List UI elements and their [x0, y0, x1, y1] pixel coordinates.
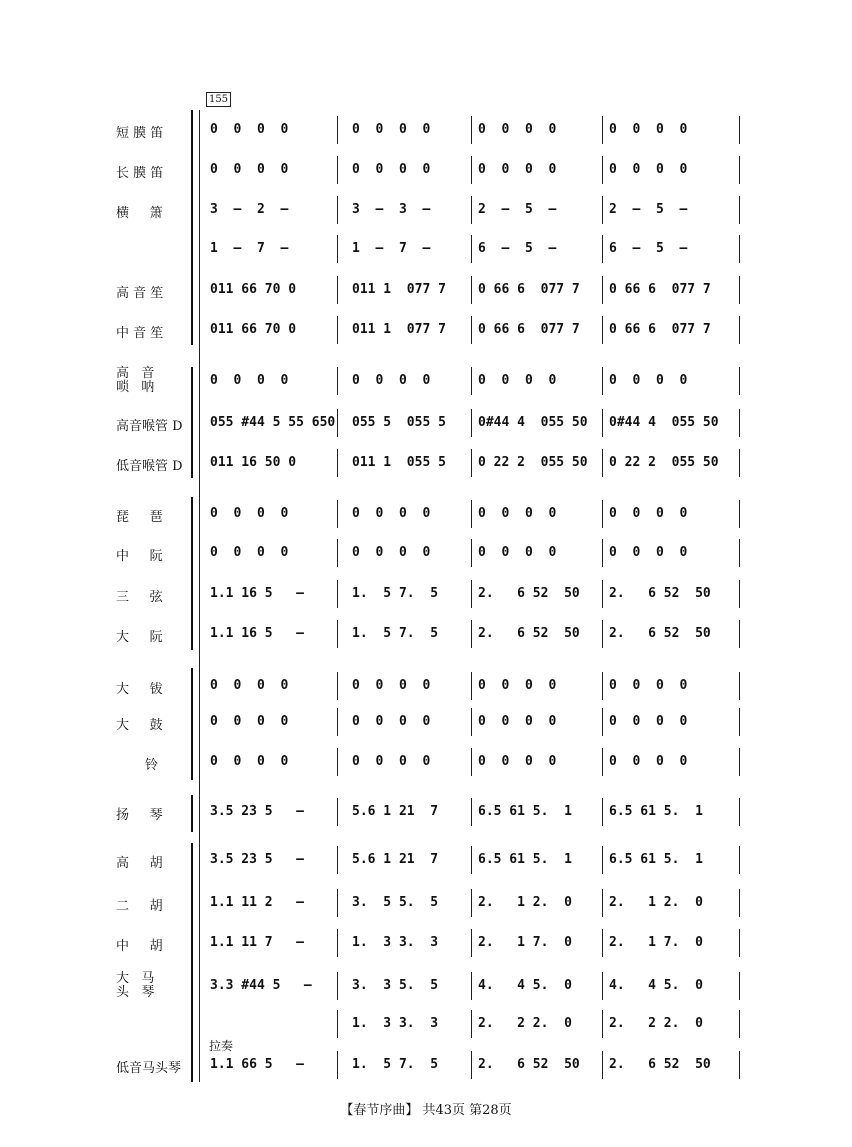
measure-cell: 1.1 16 5 – [210, 586, 304, 601]
measure-cell: 2. 6 52 50 [609, 586, 711, 601]
system-bracket [191, 367, 193, 478]
measure-cell: 1. 5 7. 5 [352, 1057, 439, 1072]
barline [602, 116, 603, 144]
measure-cell: 0 0 0 0 [352, 754, 431, 769]
measure-cell: 0 0 0 0 [210, 162, 289, 177]
barline [471, 449, 472, 477]
barline [739, 1051, 740, 1079]
barline [602, 929, 603, 957]
barline [471, 929, 472, 957]
measure-cell: 1. 3 3. 3 [352, 1016, 439, 1031]
measure-cell: 0 0 0 0 [352, 714, 431, 729]
instrument-label: 大 阮 [116, 630, 163, 645]
barline [471, 846, 472, 874]
measure-cell: 3. 3 5. 5 [352, 978, 439, 993]
measure-cell: 0 0 0 0 [210, 545, 289, 560]
measure-cell: 2 – 5 – [478, 202, 557, 217]
measure-cell: 0 0 0 0 [210, 714, 289, 729]
system-bracket [191, 843, 193, 1082]
barline [602, 367, 603, 395]
barline [337, 620, 338, 648]
barline [337, 798, 338, 826]
measure-cell: 3. 5 5. 5 [352, 895, 439, 910]
barline [471, 316, 472, 344]
instrument-label: 低音马头琴 [116, 1061, 182, 1076]
barline [337, 972, 338, 1000]
measure-cell: 6.5 61 5. 1 [609, 852, 703, 867]
barline [602, 846, 603, 874]
measure-cell: 4. 4 5. 0 [478, 978, 572, 993]
measure-cell: 0 0 0 0 [352, 506, 431, 521]
barline [739, 116, 740, 144]
measure-cell: 011 66 70 0 [210, 322, 297, 337]
measure-cell: 0 0 0 0 [210, 506, 289, 521]
barline [739, 449, 740, 477]
barline [602, 620, 603, 648]
barline [602, 889, 603, 917]
measure-cell: 0 22 2 055 50 [609, 455, 719, 470]
barline [471, 276, 472, 304]
measure-cell: 1 – 7 – [210, 241, 289, 256]
barline [337, 846, 338, 874]
system-line [199, 110, 200, 1082]
measure-cell: 4. 4 5. 0 [609, 978, 703, 993]
barline [337, 409, 338, 437]
barline [337, 539, 338, 567]
instrument-label: 高 音 笙 [116, 286, 164, 301]
instrument-label: 中 阮 [116, 549, 163, 564]
barline [337, 580, 338, 608]
barline [337, 889, 338, 917]
instrument-label: 横 箫 [116, 206, 163, 221]
instrument-label: 高 胡 [116, 856, 163, 871]
barline [471, 1051, 472, 1079]
measure-cell: 5.6 1 21 7 [352, 804, 439, 819]
measure-cell: 0 0 0 0 [609, 545, 688, 560]
barline [602, 196, 603, 224]
barline [739, 1010, 740, 1038]
barline [602, 235, 603, 263]
instrument-label: 三 弦 [116, 590, 163, 605]
measure-cell: 0 0 0 0 [609, 162, 688, 177]
barline [739, 500, 740, 528]
barline [337, 367, 338, 395]
measure-cell: 3.5 23 5 – [210, 852, 304, 867]
measure-cell: 0 0 0 0 [210, 373, 289, 388]
measure-cell: 0#44 4 055 50 [478, 415, 588, 430]
barline [471, 1010, 472, 1038]
instrument-label: 大 钹 [116, 682, 163, 697]
barline [739, 889, 740, 917]
measure-cell: 6.5 61 5. 1 [478, 852, 572, 867]
barline [739, 156, 740, 184]
barline [602, 449, 603, 477]
measure-cell: 0 66 6 077 7 [609, 322, 711, 337]
barline [602, 276, 603, 304]
instrument-label: 高 音 唢 呐 [116, 366, 155, 395]
barline [739, 929, 740, 957]
measure-cell: 2. 1 7. 0 [609, 935, 703, 950]
measure-cell: 0 0 0 0 [352, 373, 431, 388]
measure-cell: 0 0 0 0 [478, 506, 557, 521]
measure-cell: 011 16 50 0 [210, 455, 297, 470]
measure-cell: 0 0 0 0 [609, 678, 688, 693]
measure-cell: 0 0 0 0 [352, 545, 431, 560]
measure-cell: 0 0 0 0 [352, 678, 431, 693]
measure-cell: 0 0 0 0 [478, 545, 557, 560]
barline [739, 580, 740, 608]
barline [337, 500, 338, 528]
barline [602, 500, 603, 528]
measure-cell: 0 66 6 077 7 [478, 322, 580, 337]
measure-cell: 1.1 11 2 – [210, 895, 304, 910]
barline [471, 116, 472, 144]
measure-cell: 011 1 077 7 [352, 322, 446, 337]
barline [602, 156, 603, 184]
barline [602, 316, 603, 344]
measure-cell: 1.1 16 5 – [210, 626, 304, 641]
measure-cell: 0#44 4 055 50 [609, 415, 719, 430]
measure-cell: 0 66 6 077 7 [478, 282, 580, 297]
barline [739, 409, 740, 437]
barline [602, 672, 603, 700]
barline [471, 196, 472, 224]
barline [602, 748, 603, 776]
barline [471, 580, 472, 608]
barline [471, 500, 472, 528]
barline [471, 672, 472, 700]
barline [337, 235, 338, 263]
measure-cell: 1 – 7 – [352, 241, 431, 256]
barline [471, 889, 472, 917]
measure-cell: 2. 6 52 50 [478, 626, 580, 641]
barline [471, 620, 472, 648]
barline [739, 316, 740, 344]
measure-cell: 3 – 2 – [210, 202, 289, 217]
barline [739, 846, 740, 874]
barline [337, 708, 338, 736]
barline [471, 235, 472, 263]
barline [739, 748, 740, 776]
measure-cell: 2. 6 52 50 [478, 1057, 580, 1072]
barline [602, 580, 603, 608]
barline [471, 409, 472, 437]
measure-cell: 6 – 5 – [609, 241, 688, 256]
barline [337, 449, 338, 477]
barline [739, 235, 740, 263]
measure-cell: 3.5 23 5 – [210, 804, 304, 819]
barline [739, 708, 740, 736]
measure-cell: 6.5 61 5. 1 [609, 804, 703, 819]
barline [337, 1010, 338, 1038]
measure-cell: 0 0 0 0 [478, 122, 557, 137]
barline [337, 929, 338, 957]
barline [602, 1010, 603, 1038]
measure-cell: 011 1 077 7 [352, 282, 446, 297]
barline [602, 798, 603, 826]
barline [602, 972, 603, 1000]
measure-cell: 0 0 0 0 [210, 122, 289, 137]
measure-cell: 6 – 5 – [478, 241, 557, 256]
measure-cell: 0 0 0 0 [609, 373, 688, 388]
system-bracket [191, 110, 193, 345]
instrument-label: 中 胡 [116, 939, 163, 954]
system-bracket [191, 795, 193, 832]
barline [739, 620, 740, 648]
measure-cell: 0 66 6 077 7 [609, 282, 711, 297]
barline [602, 409, 603, 437]
measure-cell: 3.3 #44 5 – [210, 978, 312, 993]
measure-cell: 2. 6 52 50 [609, 1057, 711, 1072]
measure-cell: 0 0 0 0 [352, 162, 431, 177]
page-footer: 【春节序曲】 共43页 第28页 [340, 1103, 512, 1118]
barline [337, 1051, 338, 1079]
measure-cell: 0 0 0 0 [478, 714, 557, 729]
rehearsal-mark: 155 [206, 92, 231, 107]
measure-cell: 0 0 0 0 [210, 754, 289, 769]
barline [471, 708, 472, 736]
barline [337, 116, 338, 144]
barline [739, 798, 740, 826]
measure-cell: 1. 3 3. 3 [352, 935, 439, 950]
measure-cell: 2. 6 52 50 [478, 586, 580, 601]
measure-cell: 2. 1 2. 0 [609, 895, 703, 910]
barline [602, 539, 603, 567]
barline [337, 316, 338, 344]
measure-cell: 2. 2 2. 0 [478, 1016, 572, 1031]
barline [471, 748, 472, 776]
instrument-label: 大 马 头 琴 [116, 971, 155, 1000]
instrument-label: 铃 [145, 758, 159, 773]
barline [471, 539, 472, 567]
barline [739, 672, 740, 700]
barline [471, 972, 472, 1000]
barline [739, 539, 740, 567]
measure-cell: 0 0 0 0 [478, 754, 557, 769]
measure-cell: 055 5 055 5 [352, 415, 446, 430]
measure-cell: 5.6 1 21 7 [352, 852, 439, 867]
instrument-label: 长 膜 笛 [116, 166, 164, 181]
measure-cell: 0 0 0 0 [210, 678, 289, 693]
instrument-label: 短 膜 笛 [116, 126, 164, 141]
instrument-label: 琵 琶 [116, 510, 163, 525]
measure-cell: 0 0 0 0 [609, 714, 688, 729]
measure-cell: 2 – 5 – [609, 202, 688, 217]
instrument-label: 二 胡 [116, 899, 163, 914]
barline [602, 1051, 603, 1079]
barline [337, 276, 338, 304]
barline [602, 708, 603, 736]
measure-cell: 055 #44 5 55 650 [210, 415, 336, 430]
barline [739, 196, 740, 224]
barline [337, 196, 338, 224]
measure-cell: 011 1 055 5 [352, 455, 446, 470]
instrument-label: 低音喉管 D [116, 459, 183, 474]
barline [337, 156, 338, 184]
measure-cell: 1. 5 7. 5 [352, 626, 439, 641]
measure-cell: 2. 1 7. 0 [478, 935, 572, 950]
instrument-label: 中 音 笙 [116, 326, 164, 341]
measure-cell: 3 – 3 – [352, 202, 431, 217]
instrument-label: 扬 琴 [116, 808, 163, 823]
barline [337, 672, 338, 700]
barline [471, 367, 472, 395]
instrument-label: 大 鼓 [116, 718, 163, 733]
measure-cell: 2. 6 52 50 [609, 626, 711, 641]
measure-cell: 1.1 11 7 – [210, 935, 304, 950]
measure-cell: 6.5 61 5. 1 [478, 804, 572, 819]
measure-cell: 0 0 0 0 [478, 373, 557, 388]
measure-cell: 0 0 0 0 [609, 506, 688, 521]
barline [337, 748, 338, 776]
measure-cell: 0 0 0 0 [478, 162, 557, 177]
measure-cell: 0 0 0 0 [609, 122, 688, 137]
barline [471, 798, 472, 826]
barline [739, 972, 740, 1000]
measure-cell: 0 0 0 0 [478, 678, 557, 693]
measure-cell: 1.1 66 5 – [210, 1057, 304, 1072]
performance-annotation: 拉奏 [209, 1039, 234, 1053]
measure-cell: 2. 1 2. 0 [478, 895, 572, 910]
measure-cell: 2. 2 2. 0 [609, 1016, 703, 1031]
measure-cell: 0 0 0 0 [352, 122, 431, 137]
measure-cell: 0 22 2 055 50 [478, 455, 588, 470]
barline [471, 156, 472, 184]
measure-cell: 1. 5 7. 5 [352, 586, 439, 601]
instrument-label: 高音喉管 D [116, 419, 183, 434]
barline [739, 276, 740, 304]
measure-cell: 011 66 70 0 [210, 282, 297, 297]
barline [739, 367, 740, 395]
system-bracket [191, 668, 193, 780]
measure-cell: 0 0 0 0 [609, 754, 688, 769]
system-bracket [191, 497, 193, 650]
